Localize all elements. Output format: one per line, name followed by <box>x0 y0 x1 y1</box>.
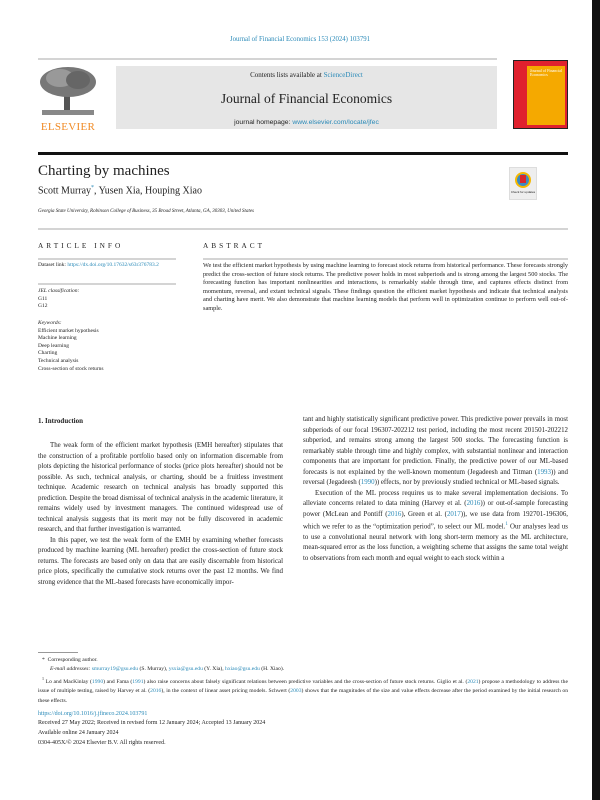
abstract-heading: ABSTRACT <box>203 241 266 250</box>
authors <box>38 185 202 196</box>
bottom-matter <box>38 656 568 748</box>
affiliation: Georgia State University, Robinson College of Business, 35 Broad Street, Atlanta, GA, 30303, United States <box>38 209 254 214</box>
divider <box>203 258 568 260</box>
check-for-updates-button[interactable] <box>509 167 537 200</box>
available-online: Available online 24 January 2024 <box>38 730 119 737</box>
elsevier-logo <box>38 66 98 133</box>
paragraph: tant and highly statistically significant predictive power. This predictive power prevails in most subperiods of our focal 196307-202212 test period, including the most recent 201501-202212 subperiod, and remains strong among the largest 500 stocks. The forecasting function is remarkably stable through time and highly complex, with substantial nonlinear and interaction components that are important for prediction. Finally, the predictive power of our ML-based forecasts is not explained by the well-known momentum (Jegadeesh and Titman (1993)) and reversal (Jegadeesh (1990)) effects, nor by previously studied technical or ML-based signals. <box>303 416 568 486</box>
citation-link[interactable]: 2016 <box>466 500 481 507</box>
email-link[interactable]: ysxia@gsu.edu <box>168 666 203 673</box>
paragraph: The weak form of the efficient market hypothesis (EMH hereafter) stipulates that the construction of a profitable portfolio based only on information discernable from plots depicting the historical performance of stocks (price plots hereafter) should not be possible. As such, technical analysis, or charting, should be a fruitless investment technique. Academic research on technical analysis has broadly supported this prediction. Despite the broad dismissal of technical analysis in the academic literature, it remains widely used by investment managers. The continued widespread use of technical analysis suggests that its merit may not be fully discovered in academic research, and that further investigation is warranted. <box>38 442 283 533</box>
homepage-link[interactable]: www.elsevier.com/locate/jfec <box>292 119 379 126</box>
citation-link[interactable]: 1993 <box>537 468 551 476</box>
running-header[interactable]: Journal of Financial Economics 153 (2024) 103791 <box>229 36 371 43</box>
citation-link[interactable]: 2017 <box>446 510 461 518</box>
footnote-1: $^1$ Lo and MacKinlay (1990) and Fama (1991) also raise concerns about falsely significant relations between predictive variables and the cross-section of future stock returns. Giglio et al. (2021) propose a methodology to address the issue of multiple testing, raised by Harvey et al. (2016), in the context of linear asset pricing models. Schwert (2003) shows that the magnitudes of the size and value effects decrease after the period examined by the initial research on these effects. <box>38 676 568 704</box>
sciencedirect-link[interactable]: ScienceDirect <box>323 71 363 79</box>
paragraph: In this paper, we test the weak form of the EMH by examining whether forecasts produced by machine learning (ML hereafter) predict the cross-section of future stock returns. The forecasts are based only on data that are easily discernable from historical price plots, specifically the cumulative stock returns over the past 12 months. We find strong evidence that the ML-based forecasts have economically impor- <box>38 536 283 586</box>
email-link[interactable]: smurray19@gsu.edu <box>91 666 139 673</box>
citation-link[interactable]: 1990 <box>360 479 375 486</box>
received-dates: Received 27 May 2022; Received in revised form 12 January 2024; Accepted 13 January 2024 <box>38 720 266 727</box>
dataset-label: Dataset link: <box>38 262 68 268</box>
copyright: 0304-405X/© 2024 Elsevier B.V. All rights reserved. <box>38 739 166 746</box>
keyword: Deep learning <box>38 342 69 349</box>
journal-title: Journal of Financial Economics <box>220 91 393 106</box>
article-info-heading: ARTICLE INFO <box>38 241 124 250</box>
elsevier-wordmark: ELSEVIER <box>40 121 96 133</box>
dataset-link[interactable]: https://dx.doi.org/10.17632/s63r376783.2 <box>67 262 159 268</box>
dataset-link-block <box>38 262 176 270</box>
divider <box>38 258 176 260</box>
abstract-text: We test the efficient market hypothesis by using machine learning to forecast stock returns from historical performance. These forecasts strongly predict the cross-section of future stock returns. The predictive power holds in most subperiods and is strong among the largest 500 stocks. The forecasting function has important nonlinearities and interactions, is remarkably stable through time, and captures effects distinct from momentum, reversal, and extant technical signals. These findings question the efficient market hypothesis and indicate that technical analysis and charting have merit. We also demonstrate that machine learning models that perform well in optimization continue to perform well out-of-sample. <box>203 262 568 312</box>
divider <box>38 58 497 60</box>
footnotes: * Corresponding author. E-mail addresses: smurray19@gsu.edu (S. Murray), ysxia@gsu.edu (Y. Xia), hxiao@gsu.edu (H. Xiao). $^1$ Lo and MacKinlay (1990) and Fama (1991) also raise concerns about falsely significant relations between predictive variables and the cross-section of future stock returns. Giglio et al. (2021) propose a methodology to address the issue of multiple testing, raised by Harvey et al. (2016), in the context of linear asset pricing models. Schwert (2003) shows that the magnitudes of the size and value effects decrease after the period examined by the initial research on these effects. <box>38 656 568 706</box>
jel-code: G12 <box>38 303 48 310</box>
keyword: Technical analysis <box>38 357 79 364</box>
footnote-rule <box>38 652 78 653</box>
citation-link[interactable]: 2003 <box>290 688 302 695</box>
footnote-link[interactable]: 1 <box>505 522 508 527</box>
jel-label: JEL classification: <box>38 288 80 294</box>
homepage-label: journal homepage: <box>234 119 293 126</box>
citation-link[interactable]: 2016 <box>150 688 162 695</box>
column-right <box>303 415 568 564</box>
page-edge <box>592 0 600 800</box>
keyword: Machine learning <box>38 335 77 342</box>
corresponding-note: Corresponding author. <box>47 657 98 663</box>
jel-block <box>38 288 79 311</box>
keyword: Efficient market hypothesis <box>38 327 99 334</box>
contents-label: Contents lists available at <box>250 71 324 79</box>
divider <box>38 283 176 285</box>
keyword: Charting <box>38 350 58 357</box>
article-title: Charting by machines <box>38 163 170 179</box>
author-name: Scott Murray <box>38 185 92 197</box>
jel-code: G11 <box>38 295 48 302</box>
citation-link[interactable]: 2016 <box>387 510 402 518</box>
keywords-block <box>38 320 104 373</box>
check-updates-icon <box>514 171 532 189</box>
author-names: , Yusen Xia, Houping Xiao <box>94 185 202 197</box>
section-heading: 1. Introduction <box>38 417 83 425</box>
column-left <box>38 441 283 588</box>
divider <box>38 228 568 230</box>
paragraph: Execution of the ML process requires us to make several implementation decisions. To alleviate concerns related to data mining (Harvey et al. (2016)) or out-of-sample forecasting power (McLean and Pontiff (2016), Green et al. (2017)), we use data from 192701-196306, which we refer to as the “optimization period”, to select our ML model.$^1$ Our analyses lead us to use a convolutional neural network with long short-term memory as the ML architecture, mean-squared error as the loss function, a weighting scheme that assigns the same total weight to observations from each month and equal weight to each stock within a <box>303 489 569 562</box>
keyword: Cross-section of stock returns <box>38 365 104 372</box>
journal-cover[interactable] <box>513 60 568 129</box>
check-updates-label: Check for updates <box>510 190 536 194</box>
keywords-label: Keywords: <box>38 320 62 326</box>
email-link[interactable]: hxiao@gsu.edu <box>225 666 260 673</box>
citation-link[interactable]: 1991 <box>132 679 144 686</box>
citation-link[interactable]: 2021 <box>467 679 479 686</box>
citation-link[interactable]: 1990 <box>91 679 104 686</box>
masthead <box>116 66 497 129</box>
header-rule <box>38 152 568 155</box>
cover-title: Journal of Financial Economics <box>527 66 565 125</box>
corresponding-mark[interactable]: * <box>91 185 95 191</box>
doi-link[interactable]: https://doi.org/10.1016/j.jfineco.2024.103791 <box>38 710 148 717</box>
article-meta <box>38 710 568 748</box>
tree-icon <box>38 66 98 116</box>
